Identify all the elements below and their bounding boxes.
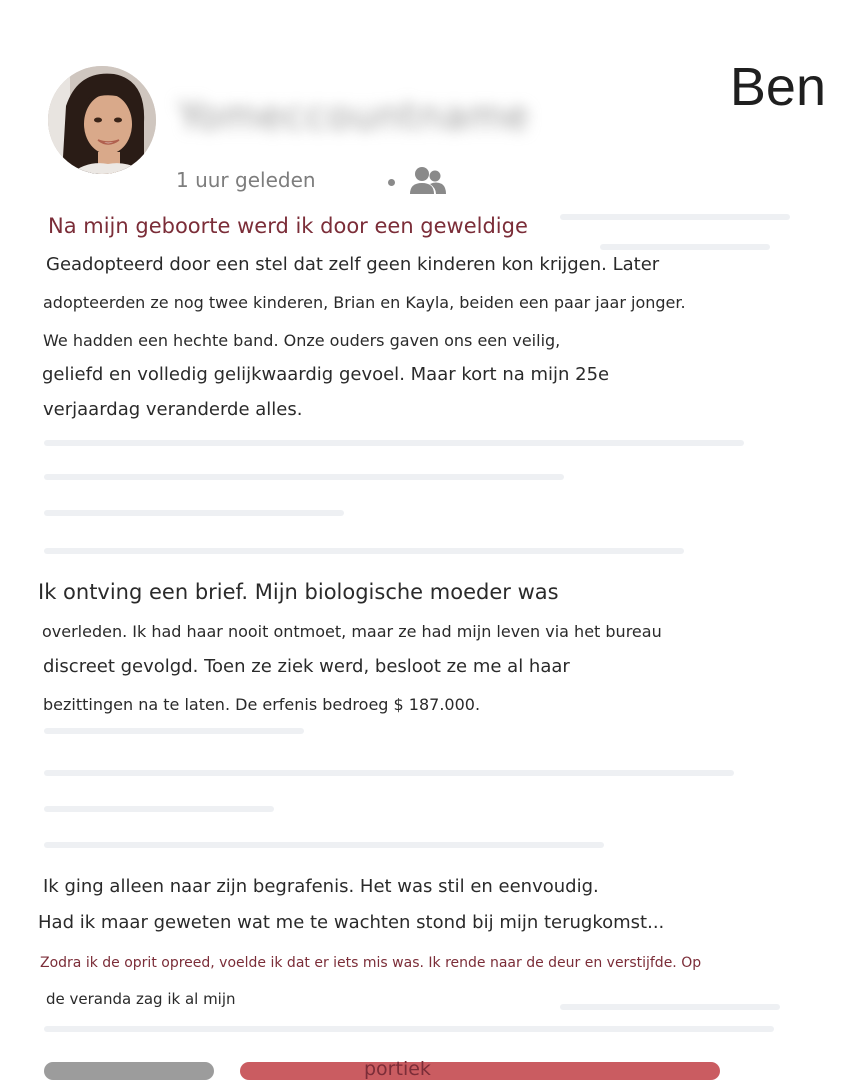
bottom-cut-word: portiek <box>364 1058 431 1080</box>
story-headline: Na mijn geboorte werd ik door een geweldige <box>48 214 528 238</box>
post-timestamp[interactable]: 1 uur geleden <box>176 168 316 192</box>
corner-name: Ben <box>729 57 826 117</box>
story-p1-line-5: verjaardag veranderde alles. <box>43 399 303 420</box>
story-p3-line-4: de veranda zag ik al mijn <box>46 990 236 1008</box>
avatar-portrait-icon <box>48 66 156 174</box>
story-p1-line-2: adopteerden ze nog twee kinderen, Brian en Kayla, beiden een paar jaar jonger. <box>43 293 686 312</box>
avatar[interactable] <box>48 66 156 174</box>
story-p1-line-4: geliefd en volledig gelijkwaardig gevoel. Maar kort na mijn 25e <box>42 364 610 385</box>
story-p3-line-3: Zodra ik de oprit opreed, voelde ik dat er iets mis was. Ik rende naar de deur en verstijfde. Op <box>40 955 702 971</box>
cut-off-text-strip <box>0 1050 864 1080</box>
people-icon[interactable] <box>408 164 448 202</box>
story-p3-line-1: Ik ging alleen naar zijn begrafenis. Het was stil en eenvoudig. <box>43 876 599 897</box>
story-p1-line-1: Geadopteerd door een stel dat zelf geen kinderen kon krijgen. Later <box>46 254 660 275</box>
story-p3-line-2: Had ik maar geweten wat me te wachten stond bij mijn terugkomst... <box>38 912 665 933</box>
separator-dot <box>388 179 395 186</box>
story-p2-line-3: discreet gevolgd. Toen ze ziek werd, besloot ze me al haar <box>43 656 570 677</box>
story-p2-line-2: overleden. Ik had haar nooit ontmoet, maar ze had mijn leven via het bureau <box>42 622 662 641</box>
account-name[interactable]: Yomeccountname <box>178 94 530 138</box>
story-p2-line-1: Ik ontving een brief. Mijn biologische moeder was <box>38 580 559 604</box>
story-p1-line-3: We hadden een hechte band. Onze ouders gaven ons een veilig, <box>43 331 561 350</box>
story-p2-line-4: bezittingen na te laten. De erfenis bedroeg $ 187.000. <box>43 695 481 714</box>
